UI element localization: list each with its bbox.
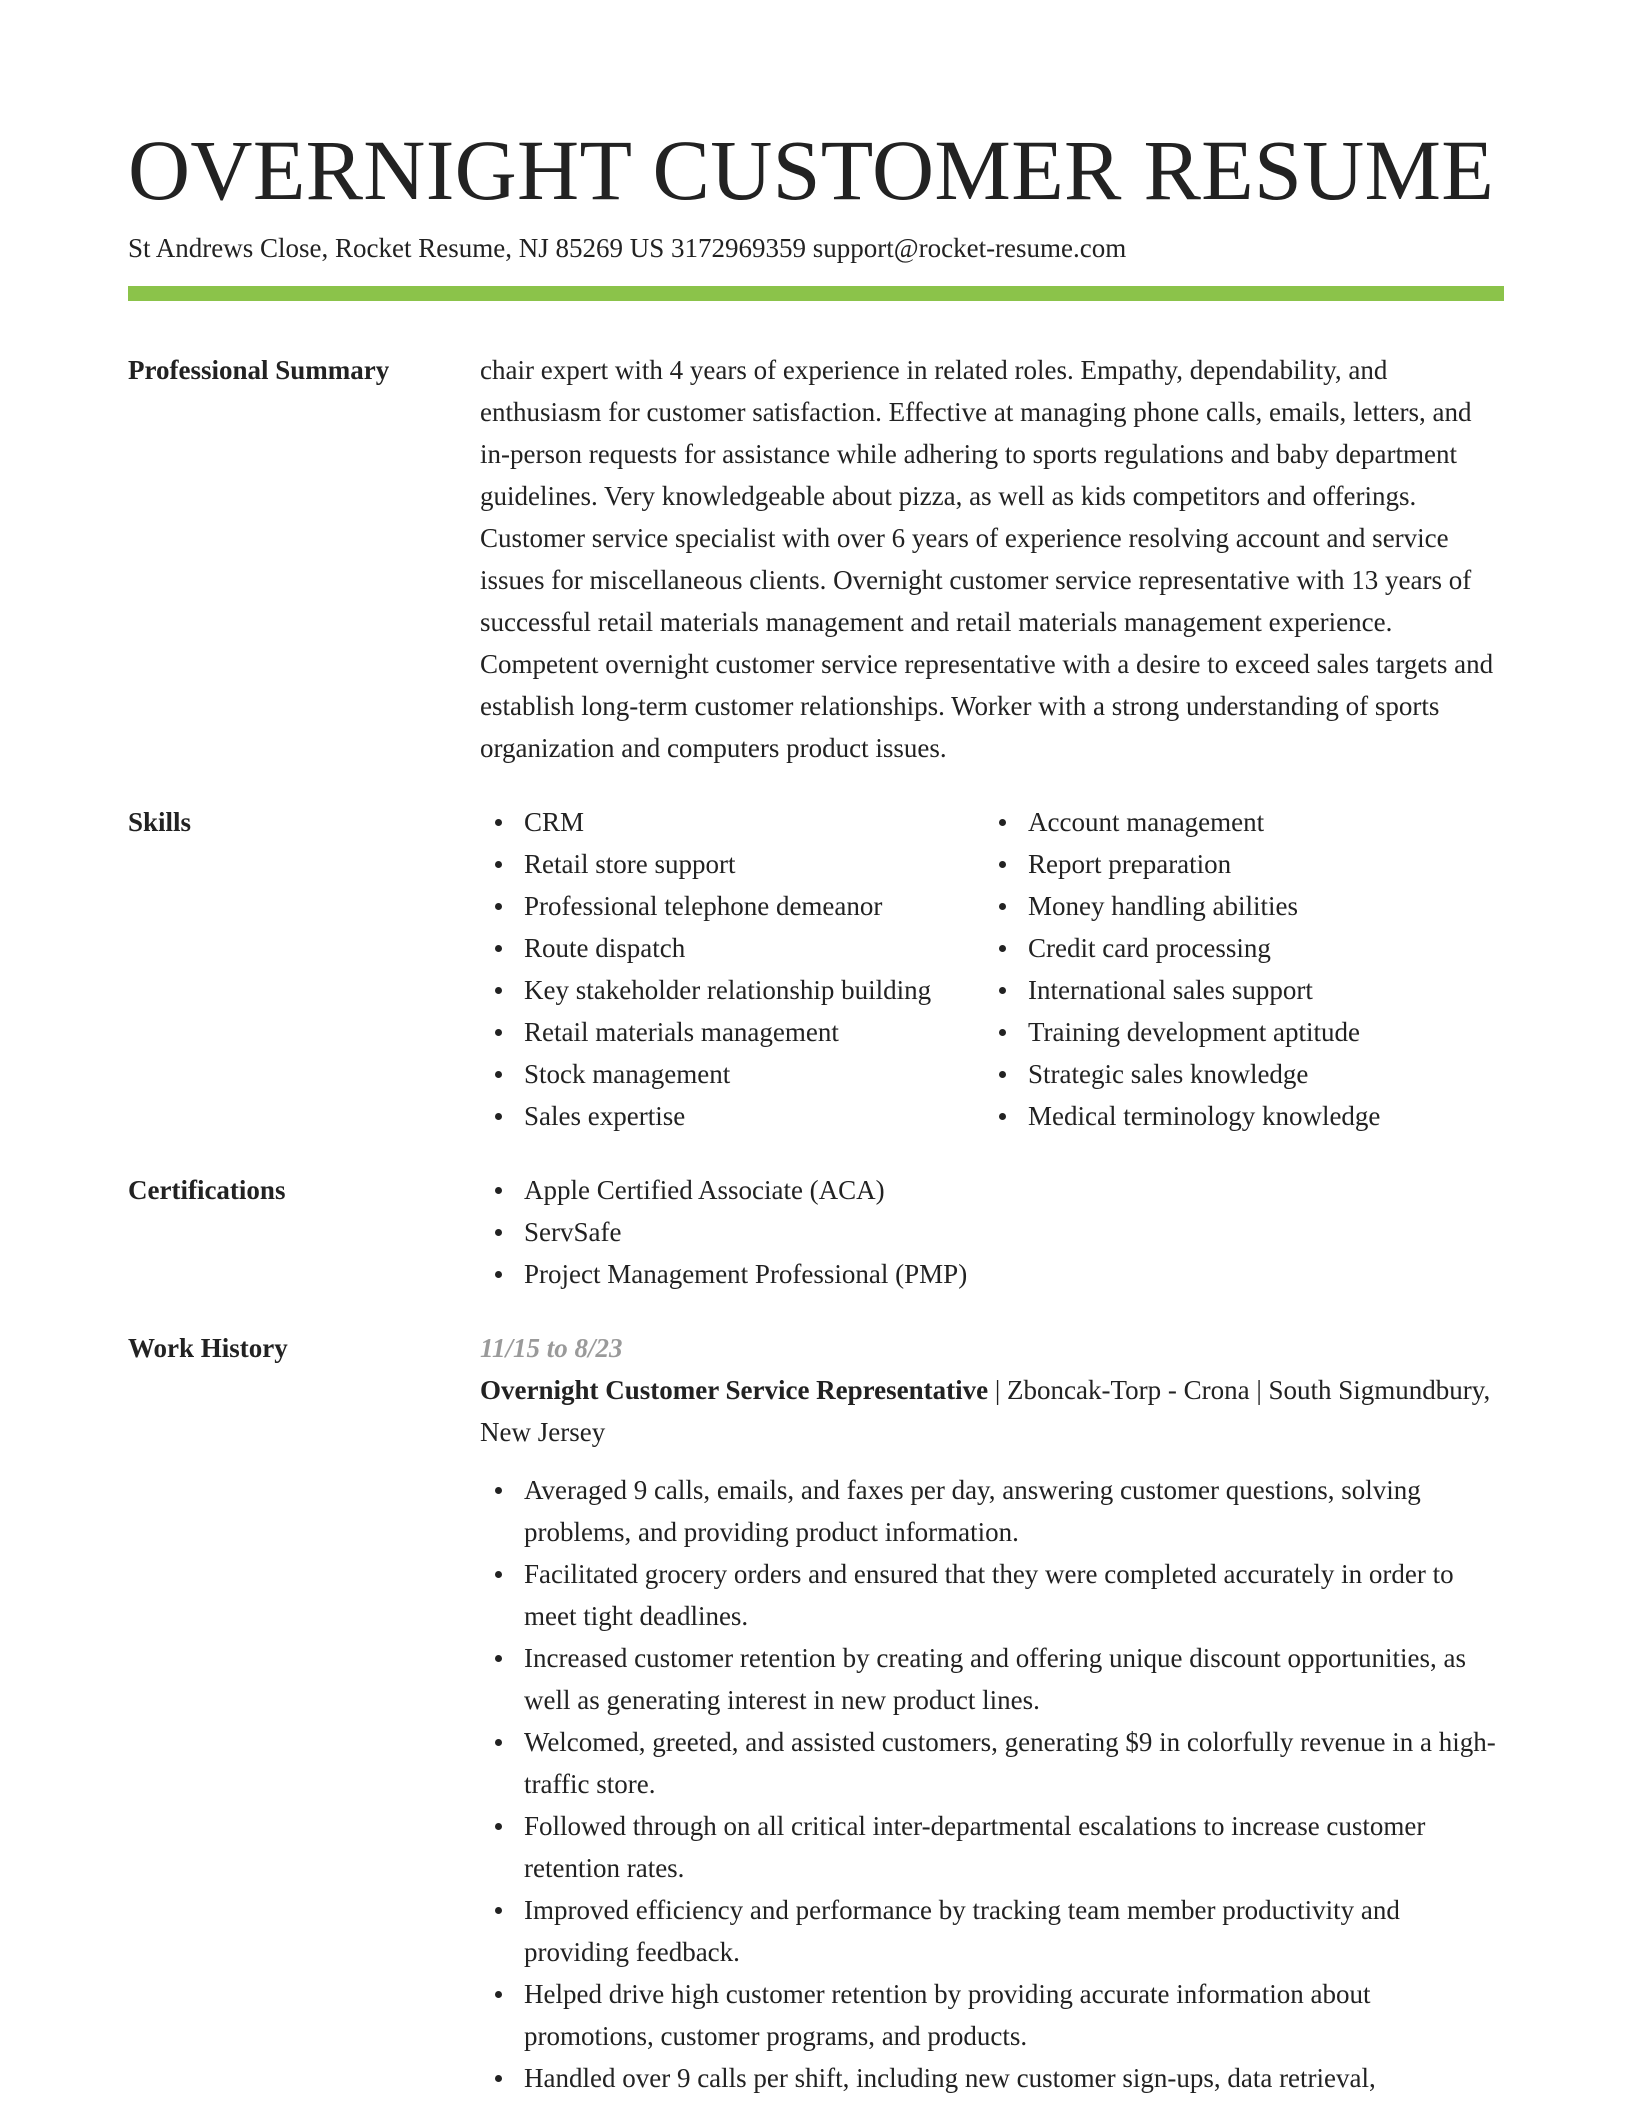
job-bullet: Handled over 9 calls per shift, including new customer sign-ups, data retrieval, <box>480 2057 1506 2099</box>
section-label-certifications: Certifications <box>128 1175 286 1205</box>
skill-item: Retail store support <box>480 843 984 885</box>
skill-item: Strategic sales knowledge <box>984 1053 1504 1095</box>
skills-column-2 <box>984 801 1504 1137</box>
skill-item: Report preparation <box>984 843 1504 885</box>
skill-item: Retail materials management <box>480 1011 984 1053</box>
job-bullet: Increased customer retention by creating and offering unique discount opportunities, as well as generating interest in new product lines. <box>480 1637 1506 1721</box>
skill-item: Medical terminology knowledge <box>984 1095 1504 1137</box>
skill-item: Money handling abilities <box>984 885 1504 927</box>
job-bullet: Facilitated grocery orders and ensured that they were completed accurately in order to meet tight deadlines. <box>480 1553 1506 1637</box>
job-title: Overnight Customer Service Representative <box>480 1375 989 1405</box>
skill-item: Route dispatch <box>480 927 984 969</box>
job-bullet: Followed through on all critical inter-departmental escalations to increase customer retention rates. <box>480 1805 1506 1889</box>
skill-item: Key stakeholder relationship building <box>480 969 984 1011</box>
skill-item: International sales support <box>984 969 1504 1011</box>
job-bullets <box>480 1469 1506 2099</box>
skill-item: Professional telephone demeanor <box>480 885 984 927</box>
contact-line: St Andrews Close, Rocket Resume, NJ 85269 US 3172969359 support@rocket-resume.com <box>128 233 1127 263</box>
section-label-skills: Skills <box>128 807 192 837</box>
skills-section <box>480 801 1506 1137</box>
job-bullet: Averaged 9 calls, emails, and faxes per day, answering customer questions, solving problems, and providing product information. <box>480 1469 1506 1553</box>
section-label-work-history: Work History <box>128 1333 288 1363</box>
certifications-list <box>480 1169 1506 1295</box>
certifications-section <box>480 1169 1506 1295</box>
skill-item: Sales expertise <box>480 1095 984 1137</box>
skill-item: Training development aptitude <box>984 1011 1504 1053</box>
section-label-summary: Professional Summary <box>128 355 390 385</box>
skill-item: Credit card processing <box>984 927 1504 969</box>
certification-item: ServSafe <box>480 1211 1506 1253</box>
job-bullet: Welcomed, greeted, and assisted customers, generating $9 in colorfully revenue in a high-traffic store. <box>480 1721 1506 1805</box>
work-history-section <box>480 1327 1506 2099</box>
skill-item: Account management <box>984 801 1504 843</box>
job-dates: 11/15 to 8/23 <box>480 1333 623 1363</box>
skill-item: CRM <box>480 801 984 843</box>
job-bullet: Helped drive high customer retention by providing accurate information about promotions, customer programs, and products. <box>480 1973 1506 2057</box>
job-heading <box>480 1369 1506 1453</box>
certification-item: Project Management Professional (PMP) <box>480 1253 1506 1295</box>
skill-item: Stock management <box>480 1053 984 1095</box>
accent-rule <box>128 286 1504 301</box>
job-details: | Zboncak-Torp - Crona | South Sigmundbury, New Jersey <box>480 1375 1491 1447</box>
job-bullet: Improved efficiency and performance by tracking team member productivity and providing feedback. <box>480 1889 1506 1973</box>
summary-section <box>480 349 1506 769</box>
skills-grid <box>480 801 1506 1137</box>
summary-text: chair expert with 4 years of experience in related roles. Empathy, dependability, and enthusiasm for customer satisfaction. Effective at managing phone calls, emails, letters, and in-person requests for assistance while adhering to sports regulations and baby department guidelines. Very knowledgeable about pizza, as well as kids competitors and offerings. Customer service specialist with over 6 years of experience resolving account and service issues for miscellaneous clients. Overnight customer service representative with 13 years of successful retail materials management and retail materials management experience. Competent overnight customer service representative with a desire to exceed sales targets and establish long-term customer relationships. Worker with a strong understanding of sports organization and computers product issues. <box>480 355 1494 763</box>
resume-title: OVERNIGHT CUSTOMER RESUME <box>128 122 1495 218</box>
certification-item: Apple Certified Associate (ACA) <box>480 1169 1506 1211</box>
skills-column-1 <box>480 801 984 1137</box>
